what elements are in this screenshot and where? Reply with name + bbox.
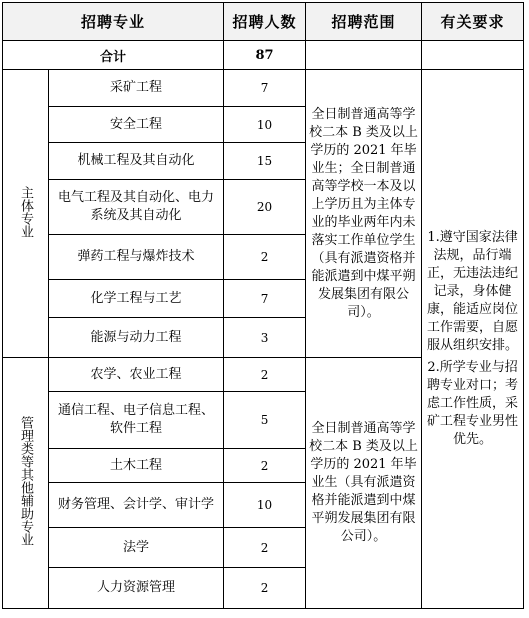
header-major: 招聘专业 bbox=[3, 3, 224, 41]
header-count: 招聘人数 bbox=[224, 3, 306, 41]
total-row bbox=[3, 41, 524, 70]
requirement-1: 1.遵守国家法律法规，品行端正，无违法违纪记录，身体健康，能适应岗位工作需要，自愿服从组织安排。 bbox=[427, 230, 519, 353]
recruitment-table bbox=[2, 2, 524, 609]
header-scope: 招聘范围 bbox=[306, 3, 422, 41]
major-cell: 土木工程 bbox=[49, 449, 224, 483]
total-count: 87 bbox=[224, 41, 306, 70]
major-cell: 化学工程与工艺 bbox=[49, 280, 224, 318]
count-cell: 2 bbox=[224, 528, 306, 568]
count-cell: 2 bbox=[224, 358, 306, 392]
major-cell: 机械工程及其自动化 bbox=[49, 143, 224, 180]
total-label: 合计 bbox=[3, 41, 224, 70]
requirements-cell bbox=[422, 70, 524, 609]
scope-support: 全日制普通高等学校二本 B 类及以上学历的 2021 年毕业生（具有派遣资格并能派遣到中煤平朔发展集团有限公司）。 bbox=[306, 358, 422, 609]
count-cell: 20 bbox=[224, 180, 306, 235]
major-cell: 农学、农业工程 bbox=[49, 358, 224, 392]
major-cell: 弹药工程与爆炸技术 bbox=[49, 235, 224, 280]
major-cell: 采矿工程 bbox=[49, 70, 224, 107]
count-cell: 7 bbox=[224, 280, 306, 318]
table-row bbox=[3, 70, 524, 107]
count-cell: 5 bbox=[224, 392, 306, 449]
major-cell: 电气工程及其自动化、电力系统及其自动化 bbox=[49, 180, 224, 235]
major-cell: 能源与动力工程 bbox=[49, 318, 224, 358]
count-cell: 2 bbox=[224, 235, 306, 280]
count-cell: 10 bbox=[224, 483, 306, 528]
category-main: 主体专业 bbox=[3, 70, 49, 358]
count-cell: 10 bbox=[224, 107, 306, 143]
total-req-empty bbox=[422, 41, 524, 70]
scope-main: 全日制普通高等学校二本 B 类及以上学历的 2021 年毕业生；全日制普通高等学校一本及以上学历且为主体专业的毕业两年内未落实工作单位学生（具有派遣资格并能派遣到中煤平朔发展集团有限公司）。 bbox=[306, 70, 422, 358]
major-cell: 通信工程、电子信息工程、软件工程 bbox=[49, 392, 224, 449]
count-cell: 7 bbox=[224, 70, 306, 107]
count-cell: 15 bbox=[224, 143, 306, 180]
count-cell: 3 bbox=[224, 318, 306, 358]
count-cell: 2 bbox=[224, 449, 306, 483]
major-cell: 财务管理、会计学、审计学 bbox=[49, 483, 224, 528]
category-support: 管理类等其他辅助专业 bbox=[3, 358, 49, 609]
major-cell: 人力资源管理 bbox=[49, 568, 224, 609]
major-cell: 法学 bbox=[49, 528, 224, 568]
header-row bbox=[3, 3, 524, 41]
header-requirements: 有关要求 bbox=[422, 3, 524, 41]
major-cell: 安全工程 bbox=[49, 107, 224, 143]
total-scope-empty bbox=[306, 41, 422, 70]
count-cell: 2 bbox=[224, 568, 306, 609]
requirement-2: 2.所学专业与招聘专业对口；考虑工作性质，采矿工程专业男性优先。 bbox=[427, 360, 519, 447]
